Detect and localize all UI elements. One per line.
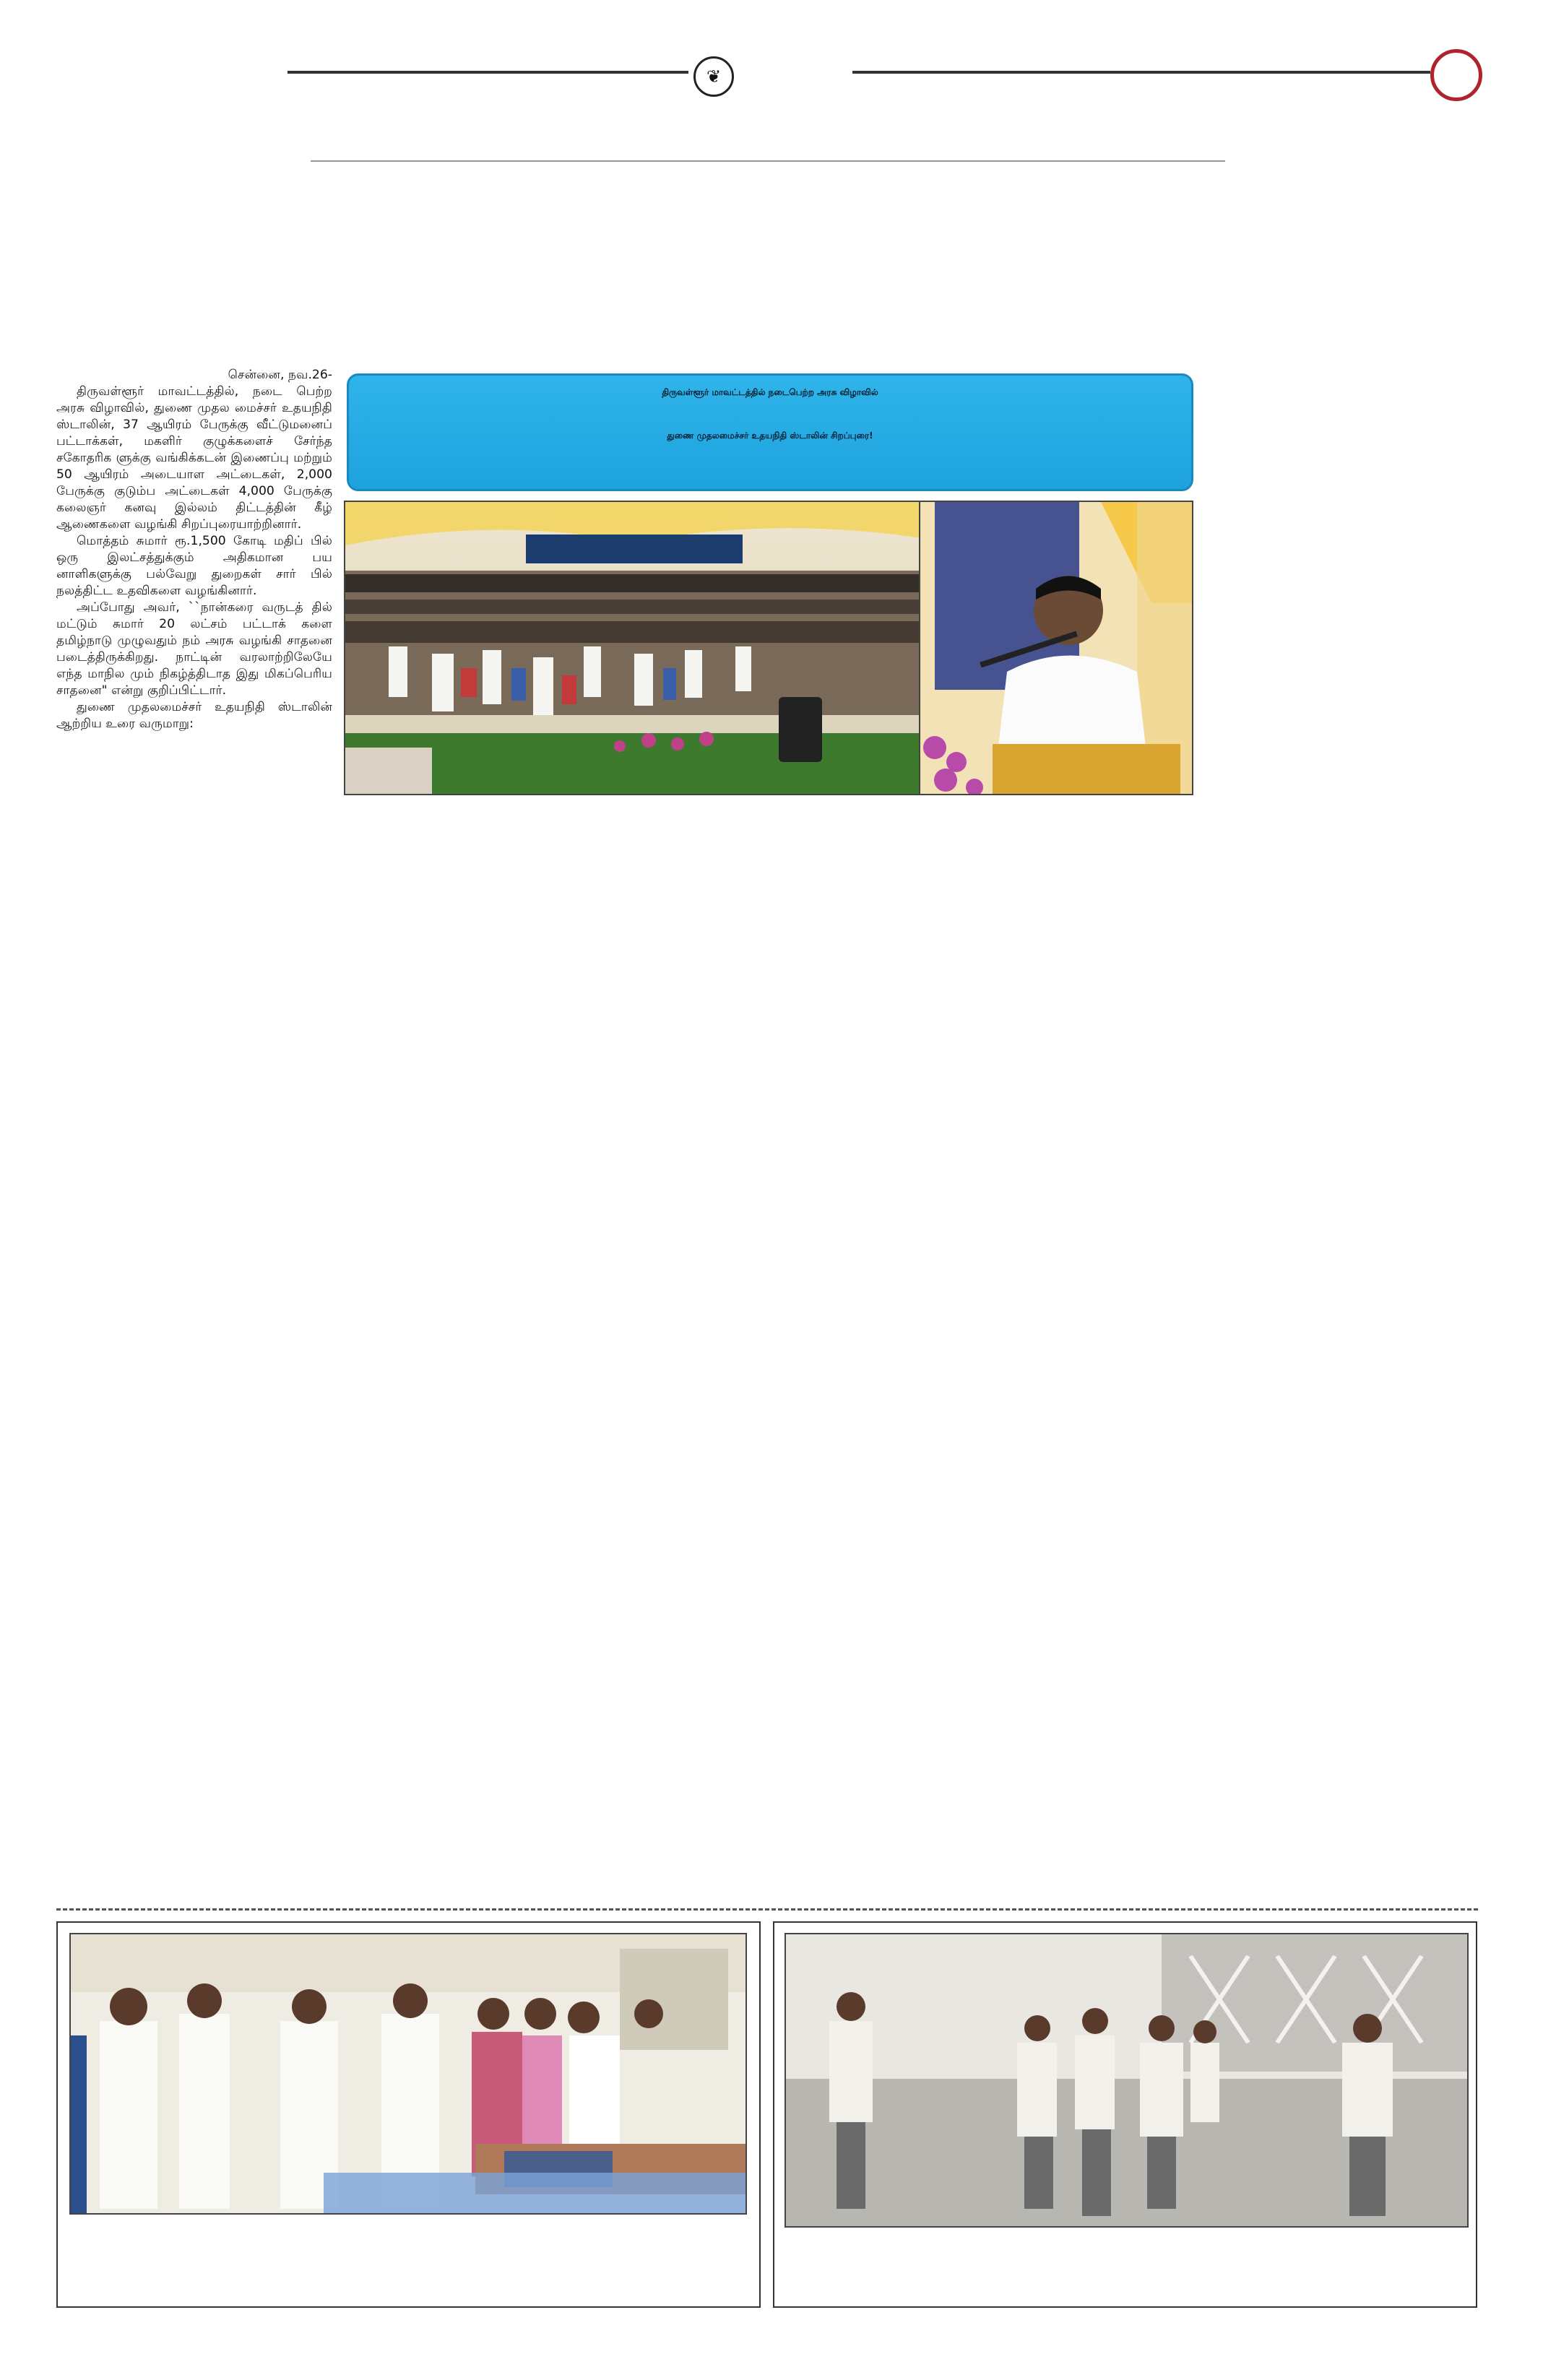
hospital-visit-photo	[69, 1933, 747, 2215]
bottom-left-story-box	[56, 1921, 761, 2308]
headline-kicker: திருவள்ளூர் மாவட்டத்தில் நடைபெற்ற அரசு விழாவில்	[662, 387, 878, 397]
crowd-photo	[344, 501, 920, 795]
page-number-badge	[1430, 49, 1482, 101]
section-dashed-divider	[56, 1908, 1478, 1911]
speaker-photo	[919, 501, 1193, 795]
header-rule-right	[852, 71, 1430, 74]
speaker-photo-illustration	[920, 502, 1193, 795]
section-divider	[311, 160, 1225, 162]
crowd-photo-illustration	[345, 502, 920, 795]
article-paragraph: மொத்தம் சுமார் ரூ.1,500 கோடி மதிப் பில் ஒரு இலட்சத்துக்கும் அதிகமான பய னாளிகளுக்கு பல்வேறு துறைகள் சார் பில் நலத்திட்ட உதவிகளை வழங்கினார்.	[56, 534, 332, 598]
article-paragraph: துணை முதலமைச்சர் உதயநிதி ஸ்டாலின் ஆற்றிய உரை வருமாறு:	[56, 700, 332, 731]
site-inspection-photo-illustration	[786, 1934, 1469, 2228]
site-inspection-photo	[785, 1933, 1469, 2228]
hospital-visit-photo-illustration	[71, 1934, 747, 2215]
bottom-right-story-box	[773, 1921, 1477, 2308]
article-paragraph: திருவள்ளூர் மாவட்டத்தில், நடை பெற்ற அரசு விழாவில், துணை முதல மைச்சர் உதயநிதி ஸ்டாலின், 37 ஆயிரம் பேருக்கு வீட்டுமனைப் பட்டாக்கள், மகளிர் குழுக்களைச் சேர்ந்த சகோதரிக ளுக்கு வங்கிக்கடன் இணைப்பு மற்றும் 50 ஆயிரம் அடையாள அட்டைகள், 2,000 பேருக்கு குடும்ப அட்டைகள் 4,000 பேருக்கு கலைஞர் கனவு இல்லம் திட்டத்தின் கீழ் ஆணைகளை வழங்கி சிறப்புரையாற்றினார்.	[56, 384, 332, 532]
article-body	[56, 367, 332, 732]
article-paragraph: அப்போது அவர், ``நான்கரை வருடத் தில் மட்டும் சுமார் 20 லட்சம் பட்டாக் களை தமிழ்நாடு முழுவதும் நம் அரசு வழங்கி சாதனை படைத்திருக்கிறது. நாட்டின் வரலாற்றிலேயே எந்த மாநில மும் நிகழ்த்திடாத இது மிகப்பெரிய சாதனை" என்று குறிப்பிட்டார்.	[56, 600, 332, 698]
masthead-emblem-icon: ❦	[693, 56, 734, 97]
article-dateline: சென்னை, நவ.26-	[228, 368, 332, 382]
headline-banner	[347, 373, 1193, 491]
header-rule-left	[288, 71, 688, 74]
headline-title: துணை முதலமைச்சர் உதயநிதி ஸ்டாலின் சிறப்புரை!	[667, 430, 873, 441]
